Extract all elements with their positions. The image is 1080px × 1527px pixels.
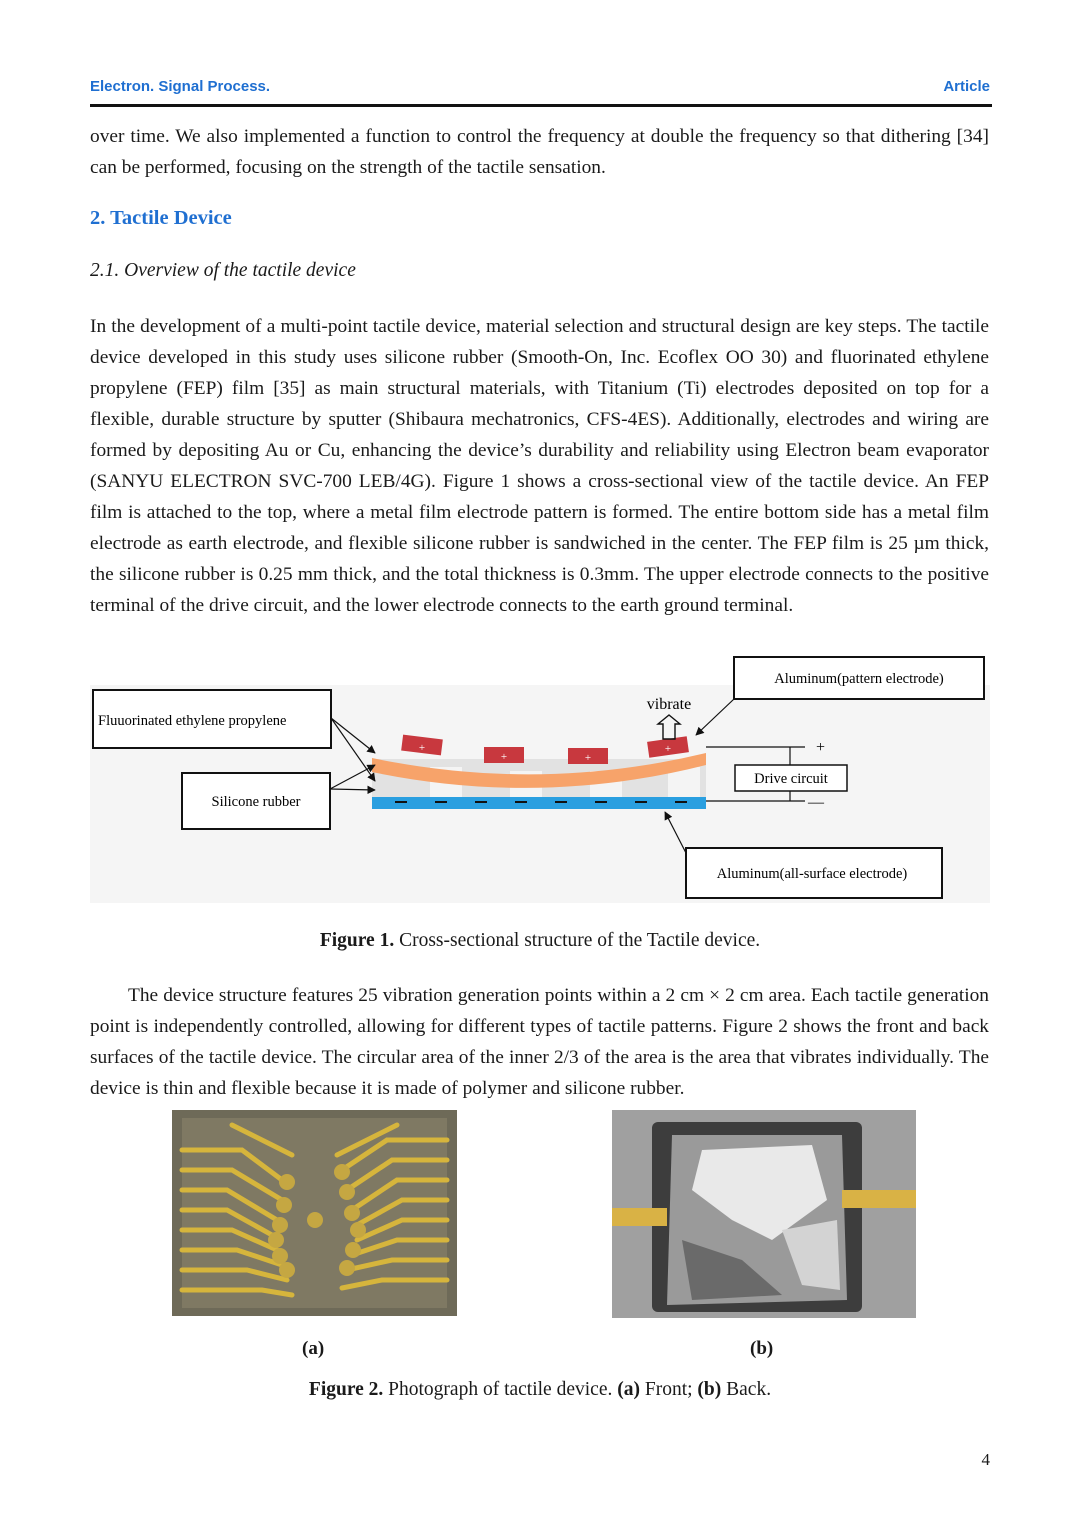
- section-title: 2. Tactile Device: [90, 207, 232, 229]
- article-type: Article: [943, 78, 990, 95]
- figure-2-caption: Figure 2. Photograph of tactile device. (a) Front; (b) Back.: [308, 1379, 772, 1400]
- paragraph-structure: The device structure features 25 vibration generation points within a 2 cm × 2 cm area. Each tactile generation point is independently controlled, allowing for different types of tactile patterns. Figure 2 shows the front and back surfaces of the tactile device. The circular area of the inner 2/3 of the area is the area that vibrates individually. The device is thin and flexible because it is made of polymer and silicone rubber.: [90, 985, 989, 1099]
- positive-terminal: +: [816, 739, 826, 756]
- fep-label: Fluuorinated ethylene propylene: [98, 713, 287, 729]
- vibrate-label: vibrate: [646, 696, 692, 713]
- figure-2b-label: (b): [750, 1338, 774, 1359]
- figure-1-diagram: [90, 655, 990, 903]
- journal-name: Electron. Signal Process.: [90, 78, 271, 95]
- pattern-electrode-label: Aluminum(pattern electrode): [774, 671, 944, 687]
- figure-2a-front-photo: [172, 1110, 457, 1316]
- paragraph-intro-end: over time. We also implemented a function to control the frequency at double the frequency so that dithering [34] can be performed, focusing on the strength of the tactile sensation.: [90, 126, 989, 178]
- page-number: 4: [981, 1450, 990, 1469]
- figure-2a-label: (a): [302, 1338, 325, 1359]
- figure-2b-back-photo: [612, 1110, 916, 1318]
- svg-text:+: +: [500, 751, 508, 763]
- svg-text:+: +: [418, 742, 426, 754]
- running-header: [90, 76, 992, 107]
- svg-text:+: +: [664, 743, 672, 755]
- drive-circuit-label: Drive circuit: [754, 771, 828, 787]
- surface-electrode-label: Aluminum(all-surface electrode): [716, 866, 908, 882]
- bottom-electrode: [372, 795, 706, 809]
- svg-text:+: +: [584, 752, 592, 764]
- subsection-title: 2.1. Overview of the tactile device: [90, 260, 356, 281]
- silicone-label: Silicone rubber: [211, 794, 301, 810]
- figure-1-caption: Figure 1. Cross-sectional structure of the Tactile device.: [319, 930, 761, 951]
- negative-terminal: —: [808, 794, 824, 811]
- paragraph-overview: In the development of a multi-point tactile device, material selection and structural design are key steps. The tactile device developed in this study uses silicone rubber (Smooth-On, Inc. Ecoflex OO 30) and fluorinated ethylene propylene (FEP) film [35] as main structural materials, with Titanium (Ti) electrodes deposited on top for a flexible, durable structure by sputter (Shibaura mechatronics, CFS-4ES). Additionally, electrodes and wiring are formed by depositing Au or Cu, enhancing the device’s durability and reliability using Electron beam evaporator (SANYU ELECTRON SVC-700 LEB/4G). Figure 1 shows a cross-sectional view of the tactile device. An FEP film is attached to the top, where a metal film electrode pattern is formed. The entire bottom side has a metal film electrode as earth electrode, and flexible silicone rubber is sandwiched in the center. The FEP film is 25 µm thick, the silicone rubber is 0.25 mm thick, and the total thickness is 0.3mm. The upper electrode connects to the positive terminal of the drive circuit, and the lower electrode connects to the earth ground terminal.: [90, 316, 989, 616]
